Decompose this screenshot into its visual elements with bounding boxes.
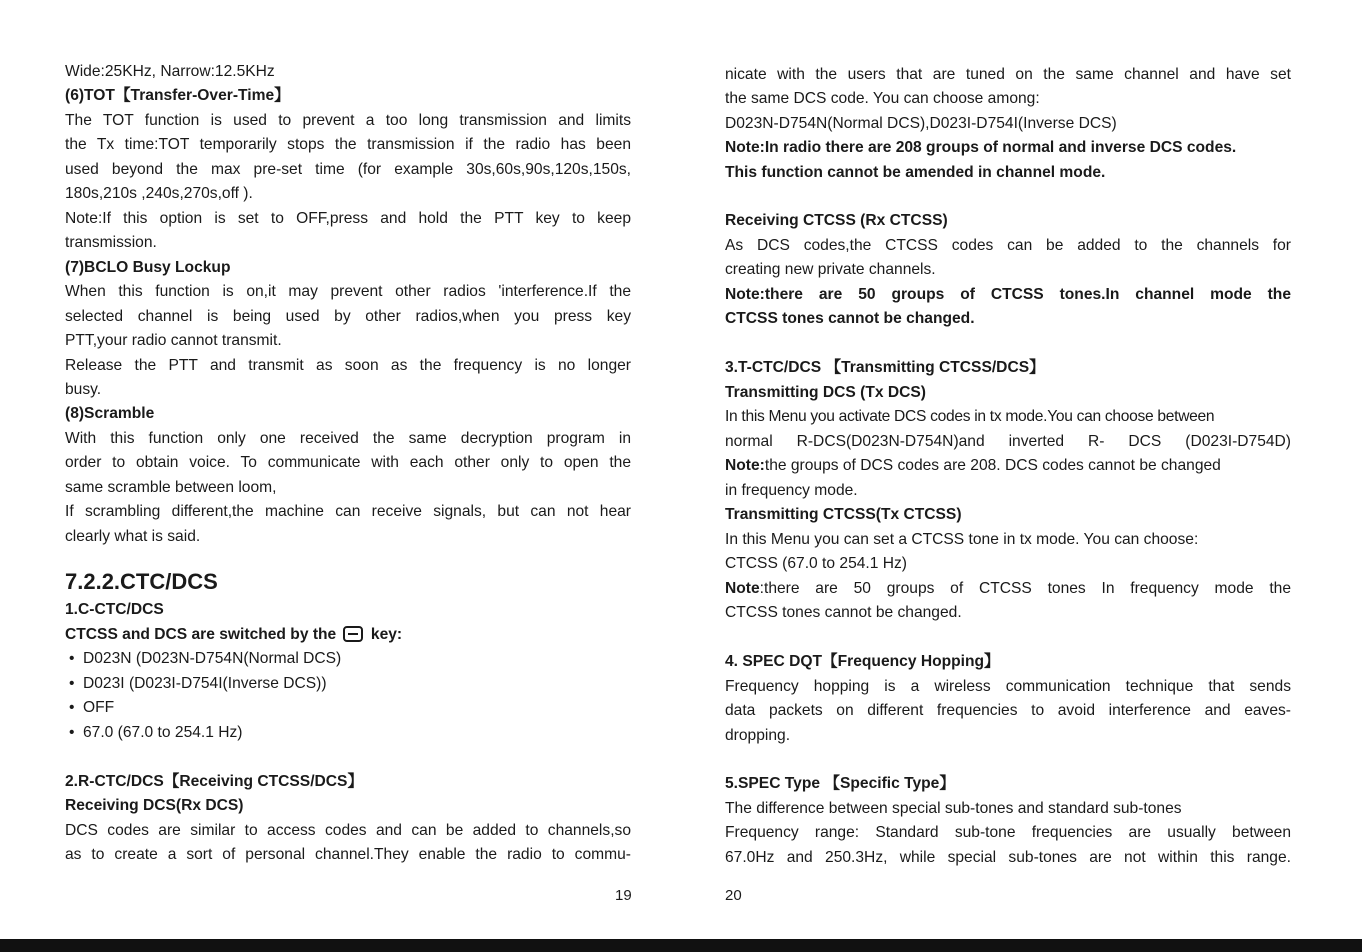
list-item-text: D023N (D023N-D754N(Normal DCS) xyxy=(83,650,342,667)
rx-dcs-heading: Receiving DCS(Rx DCS) xyxy=(65,797,244,814)
tx-dcs-heading: Transmitting DCS (Tx DCS) xyxy=(725,384,926,401)
list-item xyxy=(65,648,635,670)
spec-dqt-text-3: dropping. xyxy=(725,727,791,744)
rx-ctcss-note-2: CTCSS tones cannot be changed. xyxy=(725,310,975,327)
tot-text-2: the Tx time:TOT temporarily stops the transmission if the radio has been xyxy=(65,136,631,153)
scramble-heading: (8)Scramble xyxy=(65,405,155,422)
rx-ctcss-text-2: creating new private channels. xyxy=(725,261,936,278)
rx-ctcss-text-1: As DCS codes,the CTCSS codes can be added to the channels for xyxy=(725,237,1291,254)
rx-dcs-text-1: DCS codes are similar to access codes and can be added to channels,so xyxy=(65,822,631,839)
spec-dqt-text-2: data packets on different frequencies to avoid interference and eaves- xyxy=(725,702,1291,719)
list-item xyxy=(65,697,635,719)
tot-note-1: Note:If this option is set to OFF,press and hold the PTT key to keep xyxy=(65,210,631,227)
note-text: the groups of DCS codes are 208. DCS codes cannot be changed xyxy=(764,457,1221,474)
bclo-text-4: Release the PTT and transmit as soon as the frequency is no longer xyxy=(65,357,631,374)
note-label: Note: xyxy=(725,457,765,474)
bclo-text-3: PTT,your radio cannot transmit. xyxy=(65,332,282,349)
tot-text-3: used beyond the max pre-set time (for example 30s,60s,90s,120s,150s, xyxy=(65,161,631,178)
note-text: :there are 50 groups of CTCSS tones In frequency mode the xyxy=(759,580,1291,597)
list-item xyxy=(65,673,635,695)
rx-dcs-note-1: Note:In radio there are 208 groups of normal and inverse DCS codes. xyxy=(725,139,1237,156)
section-heading-ctc-dcs: 7.2.2.CTC/DCS xyxy=(65,569,218,594)
tx-ctcss-text-1: In this Menu you can set a CTCSS tone in tx mode. You can choose: xyxy=(725,531,1199,548)
bullet-dot: • xyxy=(69,675,75,692)
tx-dcs-note-2: in frequency mode. xyxy=(725,482,858,499)
rx-dcs-note-2: This function cannot be amended in channel mode. xyxy=(725,164,1106,181)
list-item xyxy=(65,722,635,744)
bclo-text-1: When this function is on,it may prevent other radios 'interference.If the xyxy=(65,283,631,300)
list-item-text: 67.0 (67.0 to 254.1 Hz) xyxy=(83,724,243,741)
tot-note-2: transmission. xyxy=(65,234,157,251)
spec-type-text-2: Frequency range: Standard sub-tone frequencies are usually between xyxy=(725,824,1291,841)
tx-dcs-text-1: In this Menu you activate DCS codes in tx mode.You can choose between xyxy=(725,408,1215,425)
tx-dcs-text-2: normal R-DCS(D023N-D754N)and inverted R- DCS (D023I-D754D) xyxy=(725,433,1291,450)
page-number-right: 20 xyxy=(725,887,742,904)
right-page xyxy=(725,0,1291,952)
rx-ctcss-note-1: Note:there are 50 groups of CTCSS tones.In channel mode the xyxy=(725,286,1291,303)
bandwidth-line: Wide:25KHz, Narrow:12.5KHz xyxy=(65,63,275,80)
scramble-text-2: order to obtain voice. To communicate with each other only to open the xyxy=(65,454,631,471)
switch-key-suffix: key: xyxy=(370,626,403,643)
rx-dcs-text-4: the same DCS code. You can choose among: xyxy=(725,90,1040,107)
spec-type-text-1: The difference between special sub-tones and standard sub-tones xyxy=(725,800,1182,817)
tot-text-4: 180s,210s ,240s,270s,off ). xyxy=(65,185,253,202)
page-number-left: 19 xyxy=(615,887,632,904)
bottom-edge-bar xyxy=(0,939,1362,952)
bclo-heading: (7)BCLO Busy Lockup xyxy=(65,259,231,276)
bclo-text-2: selected channel is being used by other radios,when you press key xyxy=(65,308,631,325)
list-item-text: OFF xyxy=(83,699,115,716)
note-label: Note xyxy=(725,580,760,597)
tot-heading: (6)TOT【Transfer-Over-Time】 xyxy=(65,87,290,104)
tx-ctcss-note-1 xyxy=(725,578,1291,600)
tx-ctcss-heading: Transmitting CTCSS(Tx CTCSS) xyxy=(725,506,962,523)
left-page xyxy=(65,0,631,952)
tot-text-1: The TOT function is used to prevent a too long transmission and limits xyxy=(65,112,631,129)
spec-type-text-3: 67.0Hz and 250.3Hz, while special sub-tones are not within this range. xyxy=(725,849,1291,866)
list-item-text: D023I (D023I-D754I(Inverse DCS)) xyxy=(83,675,327,692)
bclo-text-5: busy. xyxy=(65,381,102,398)
rx-dcs-text-2: as to create a sort of personal channel.They enable the radio to commu- xyxy=(65,846,631,863)
scramble-text-4: If scrambling different,the machine can receive signals, but can not hear xyxy=(65,503,631,520)
tx-ctcss-note-2: CTCSS tones cannot be changed. xyxy=(725,604,962,621)
bullet-dot: • xyxy=(69,699,75,716)
t-ctc-dcs-heading: 3.T-CTC/DCS 【Transmitting CTCSS/DCS】 xyxy=(725,359,1045,376)
scramble-text-3: same scramble between loom, xyxy=(65,479,277,496)
r-ctc-dcs-heading: 2.R-CTC/DCS【Receiving CTCSS/DCS】 xyxy=(65,773,364,790)
tx-ctcss-text-2: CTCSS (67.0 to 254.1 Hz) xyxy=(725,555,908,572)
scramble-text-5: clearly what is said. xyxy=(65,528,201,545)
rx-ctcss-heading: Receiving CTCSS (Rx CTCSS) xyxy=(725,212,948,229)
bullet-dot: • xyxy=(69,650,75,667)
spec-dqt-heading: 4. SPEC DQT【Frequency Hopping】 xyxy=(725,653,1000,670)
c-ctc-dcs-heading: 1.C-CTC/DCS xyxy=(65,601,164,618)
spec-dqt-text-1: Frequency hopping is a wireless communication technique that sends xyxy=(725,678,1291,695)
scramble-text-1: With this function only one received the same decryption program in xyxy=(65,430,631,447)
tx-dcs-note-1 xyxy=(725,455,1291,477)
spec-type-heading: 5.SPEC Type 【Specific Type】 xyxy=(725,775,955,792)
menu-key-icon xyxy=(343,626,363,642)
bullet-dot: • xyxy=(69,724,75,741)
rx-dcs-text-5: D023N-D754N(Normal DCS),D023I-D754I(Inverse DCS) xyxy=(725,115,1117,132)
switch-key-line xyxy=(65,624,631,646)
rx-dcs-text-3: nicate with the users that are tuned on the same channel and have set xyxy=(725,66,1291,83)
switch-key-text: CTCSS and DCS are switched by the xyxy=(65,626,337,643)
